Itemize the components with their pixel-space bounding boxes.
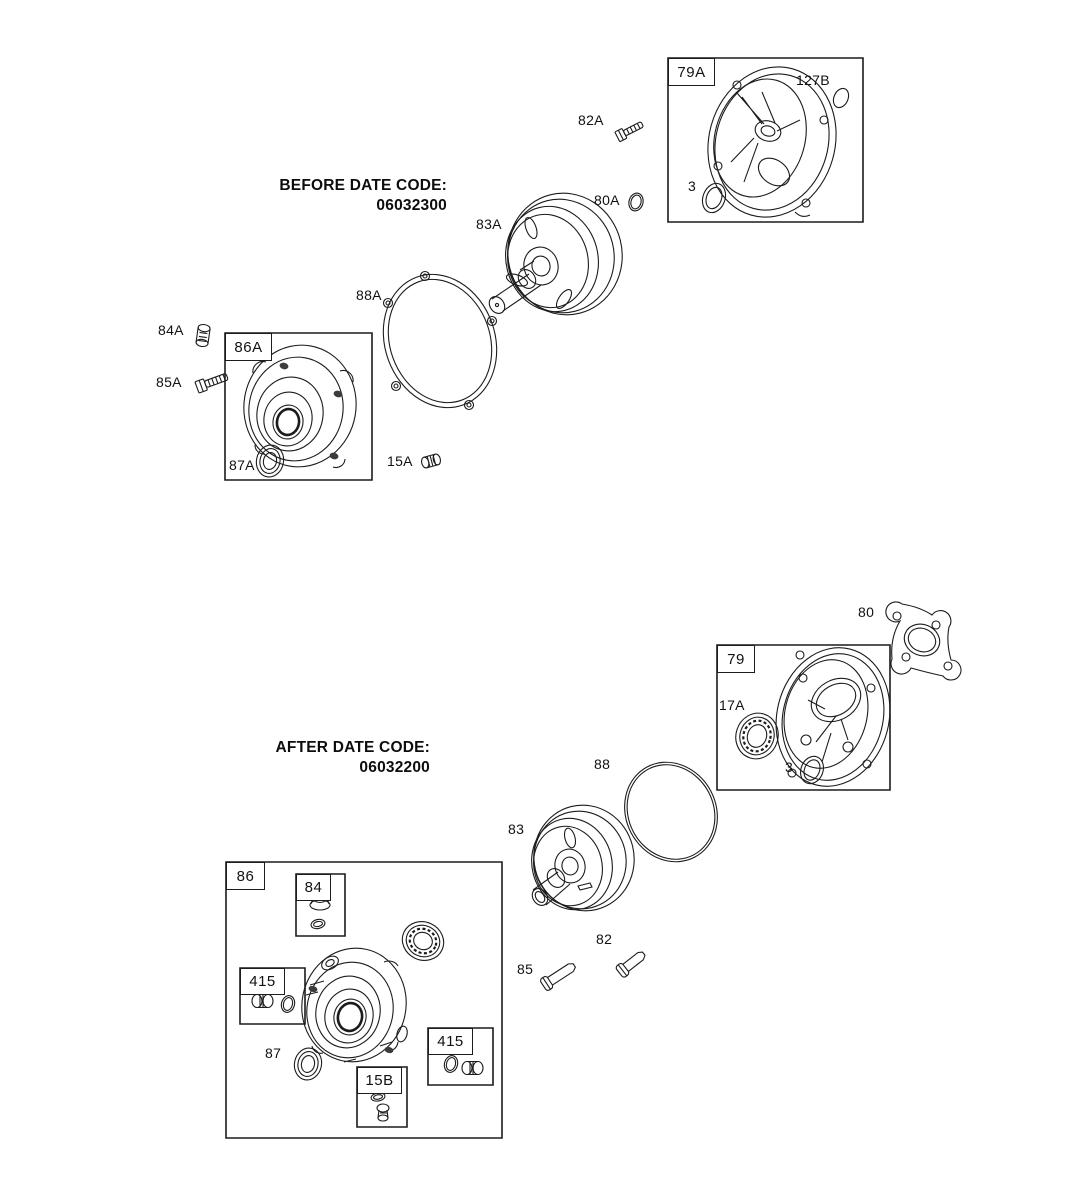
part-label-3-bottom: 3: [785, 759, 794, 775]
seal-87-drawing: [291, 1046, 324, 1083]
part-label-79a: 79A: [668, 58, 715, 86]
bolt-85-drawing: [539, 960, 578, 992]
gear-83-drawing: [522, 794, 645, 921]
heading-before-date-code: [257, 176, 447, 215]
plug-oring-415-right-drawing: [443, 1054, 483, 1074]
cover-79-drawing: [762, 636, 905, 799]
part-label-415-right: 415: [428, 1028, 473, 1055]
part-label-415-left: 415: [240, 968, 285, 995]
heading-before-line1: BEFORE DATE CODE:: [279, 177, 447, 194]
plug-oring-415-left-drawing: [252, 994, 296, 1014]
bolt-82a-drawing: [615, 119, 645, 142]
part-label-85: 85: [517, 961, 534, 977]
part-label-86a: 86A: [225, 333, 272, 361]
part-label-82: 82: [596, 931, 613, 947]
heading-before-line2: 06032300: [376, 196, 447, 214]
heading-after-date-code: [240, 738, 430, 777]
part-label-82a: 82A: [578, 112, 604, 128]
part-label-83: 83: [508, 821, 525, 837]
part-label-87a: 87A: [229, 457, 255, 473]
part-label-15a: 15A: [387, 453, 413, 469]
part-label-80a: 80A: [594, 192, 620, 208]
part-label-3-top: 3: [688, 178, 697, 194]
part-label-88a: 88A: [356, 287, 382, 303]
gasket-88a-drawing: [365, 258, 515, 423]
part-label-83a: 83A: [476, 216, 502, 232]
part-label-85a: 85A: [156, 374, 182, 390]
heading-after-line2: 06032200: [359, 758, 430, 776]
part-label-88: 88: [594, 756, 611, 772]
group-box-86: [226, 862, 502, 1138]
bolt-82-drawing: [615, 948, 648, 978]
part-label-84: 84: [296, 874, 331, 901]
part-label-17a: 17A: [719, 697, 745, 713]
ring-80a-drawing: [627, 191, 645, 212]
part-label-84a: 84A: [158, 322, 184, 338]
part-label-15b: 15B: [357, 1067, 402, 1094]
heading-after-line1: AFTER DATE CODE:: [275, 739, 430, 756]
plug-oring-15b-drawing: [370, 1092, 389, 1121]
part-label-80: 80: [858, 604, 875, 620]
bolt-85a-drawing: [195, 371, 229, 393]
part-label-86: 86: [226, 862, 265, 890]
bearing-86-box-drawing: [396, 915, 450, 967]
plug-84a-drawing: [196, 324, 211, 347]
plug-127b-drawing: [831, 86, 852, 110]
part-label-127b: 127B: [796, 72, 830, 88]
flange-gasket-80-drawing: [886, 602, 961, 680]
part-label-79: 79: [717, 645, 755, 673]
plug-15a-drawing: [420, 453, 441, 469]
part-label-87: 87: [265, 1045, 282, 1061]
